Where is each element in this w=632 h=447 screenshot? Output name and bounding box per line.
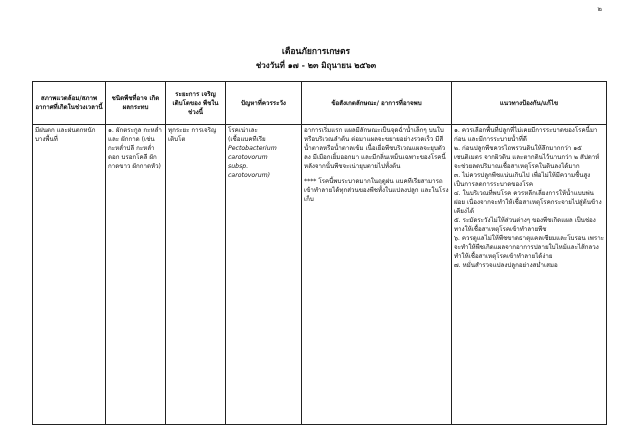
remedy-item-3: ๓. ไม่ควรปลูกพืชแน่นเกินไป เพื่อไม่ให้มีความชื้นสูง เป็นการลดการระบาดของโรค [454,172,591,188]
symptom-paragraph-2: **** โรคนี้พบระบาดมากในฤดูฝน แบคทีเรียสามารถเข้าทำลายได้ทุกส่วนของพืชทั้งในแปลงปลูก และในโรงเก็บ [304,178,449,203]
remedy-item-4: ๔. ในบริเวณที่พบโรค ควรหลีกเลี่ยงการให้น้ำแบบพ่นฝอย เนื่องจากจะทำให้เชื้อสาเหตุโรคกระจายไปสู่ต้นข้างเคียงได้ [454,190,602,215]
header-remedy: แนวทางป้องกัน/แก้ไข [452,82,607,125]
page-number-mark: ๒ [597,5,602,13]
header-environment: สภาพแวดล้อม/สภาพ อากาศที่เกิดในช่วงเวลานี้ [33,82,106,125]
problem-scientific-2: carotovorum [228,154,268,161]
symptom-paragraph-1: อาการเริ่มแรก แผลมีลักษณะเป็นจุดฉ่ำน้ำเล็กๆ บนใบหรือบริเวณลำต้น ต่อมาแผลจะขยายอย่างรวดเร็ว มีสีน้ำตาลหรือน้ำตาลเข้ม เนื้อเยื่อพืชบริเวณแผลจะยุบตัวลง มีเมือกเยิ้มออกมา และมีกลิ่นเหม็นเฉพาะของโรคนี้ หลังจากนั้นพืชจะเน่ายุบตายไปทั้งต้น [304,127,446,170]
header-symptom: ข้อสังเกตลักษณะ/ อาการที่อาจพบ [302,82,452,125]
remedy-item-6: ๖. ควรดูแลไม่ให้พืชขาดธาตุแคลเซียมและโบรอน เพราะจะทำให้พืชเกิดแผลจากอาการปลายใบไหม้และไส้กลวง ทำให้เชื้อสาเหตุโรคเข้าทำลายได้ง่าย [454,235,604,260]
warning-table [32,81,607,425]
remedy-item-2: ๒. ก่อนปลูกพืชควรไถพรวนดินให้ลึกมากกว่า ๑๕ เซนติเมตร จากผิวดิน และตากดินไว้นานกว่า ๒ สัปดาห์ จะช่วยลดปริมาณเชื้อสาเหตุโรคในดินลงได้มาก [454,145,600,170]
cell-environment: มีฝนตก และฝนตกหนัก บางพื้นที่ [33,125,106,425]
header-stage: ระยะการ เจริญเติบโตของ พืชในช่วงนี้ [166,82,226,125]
header-crop: ชนิดพืชที่อาจ เกิดผลกระทบ [106,82,166,125]
table-row [33,125,607,425]
remedy-item-5: ๕. ระมัดระวังไม่ให้ส่วนต่างๆ ของพืชเกิดแผล เป็นช่องทางให้เชื้อสาเหตุโรคเข้าทำลายพืช [454,217,596,233]
cell-symptom [302,125,452,425]
cell-problem [226,125,302,425]
problem-scientific-3: subsp. [228,163,249,170]
problem-pathogen: (เชื้อแบคทีเรีย [228,136,266,143]
document-title [0,46,632,72]
header-problem: ปัญหาที่ควรระวัง [226,82,302,125]
table-header-row [33,82,607,125]
cell-remedy [452,125,607,425]
remedy-item-1: ๑. ควรเลือกพื้นที่ปลูกที่ไม่เคยมีการระบาดของโรคนี้มาก่อน และมีการระบายน้ำที่ดี [454,127,598,143]
cell-crop: ๑. ผักตระกูล กะหล่ำและ ผักกาด (เช่น กะหล่ำปลี กะหล่ำดอก บรอกโคลี ผักกาดขาว ผักกาดหัว) [106,125,166,425]
remedy-item-7: ๗. หมั่นสำรวจแปลงปลูกอย่างสม่ำเสมอ [454,262,558,269]
problem-scientific-4: carotovorum) [228,172,271,179]
title-line-1: เตือนภัยการเกษตร [281,47,351,57]
problem-scientific-1: Pectobacterium [228,145,277,152]
problem-name: โรคเน่าเละ [228,127,258,134]
title-line-2: ช่วงวันที่ ๑๗ - ๒๓ มิถุนายน ๒๕๖๓ [255,61,377,70]
cell-stage: ทุกระยะ การเจริญเติบโต [166,125,226,425]
